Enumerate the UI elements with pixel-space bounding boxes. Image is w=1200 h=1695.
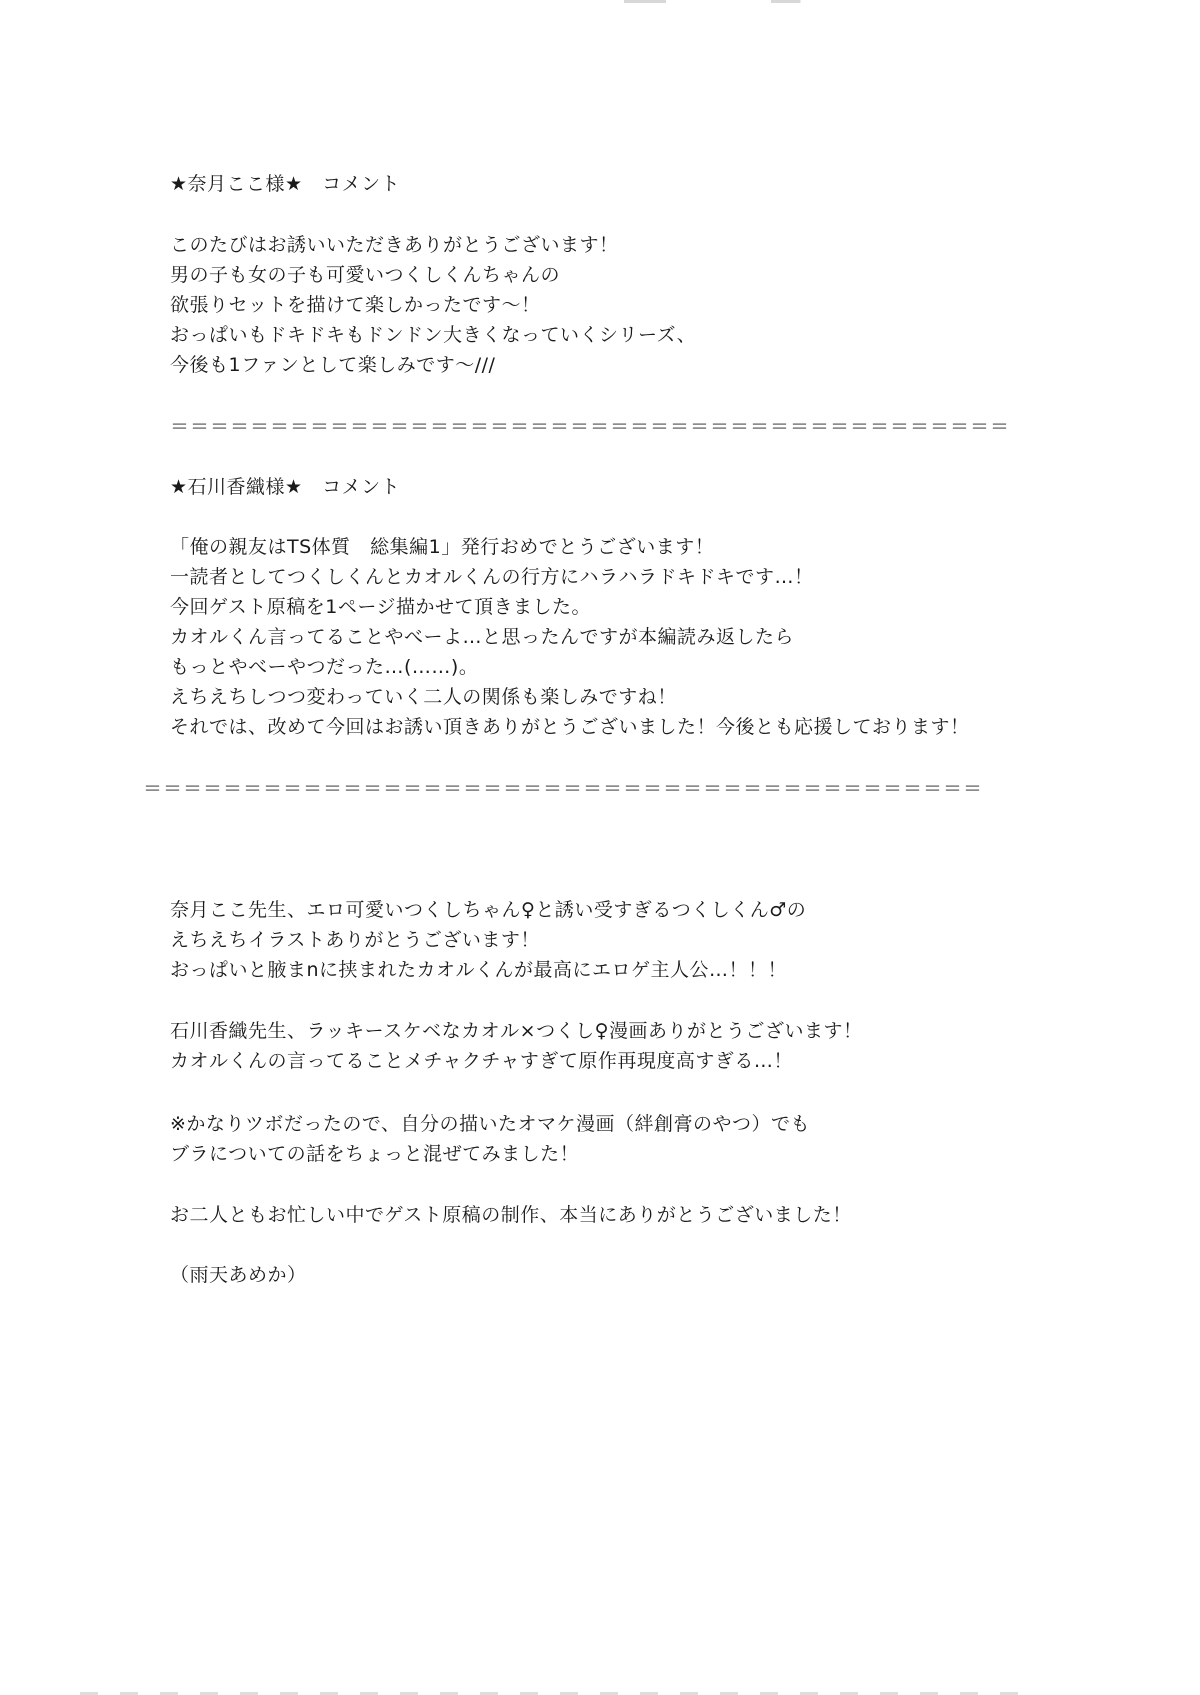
- afterword-line: ブラについての話をちょっと混ぜてみました！: [170, 1143, 580, 1165]
- section1-heading: ★奈月ここ様★ コメント: [170, 173, 401, 195]
- section2-heading: ★石川香織様★ コメント: [170, 476, 401, 498]
- section2-line: それでは、改めて今回はお誘い頂きありがとうございました！今後とも応援しております！: [170, 716, 970, 738]
- afterword-line: 石川香織先生、ラッキースケベなカオル×つくし♀漫画ありがとうございます！: [170, 1020, 863, 1042]
- afterword-line: 奈月ここ先生、エロ可愛いつくしちゃん♀と誘い受すぎるつくしくん♂の: [170, 899, 807, 921]
- afterword-line: カオルくんの言ってることメチャクチャすぎて原作再現度高すぎる…！: [170, 1050, 793, 1072]
- afterword-line: ※かなりツボだったので、自分の描いたオマケ漫画（絆創膏のやつ）でも: [170, 1113, 811, 1135]
- section2-line: 一読者としてつくしくんとカオルくんの行方にハラハラドキドキです…！: [170, 566, 814, 588]
- section1-line: おっぱいもドキドキもドンドン大きくなっていくシリーズ、: [170, 324, 697, 346]
- signature: （雨天あめか）: [170, 1264, 307, 1286]
- section2-line: 「俺の親友はTS体質 総集編1」発行おめでとうございます！: [170, 536, 715, 558]
- separator-1: ＝＝＝＝＝＝＝＝＝＝＝＝＝＝＝＝＝＝＝＝＝＝＝＝＝＝＝＝＝＝＝＝＝＝＝＝＝＝＝＝＝＝: [170, 416, 1011, 438]
- section1-line: 今後も1ファンとして楽しみです～///: [170, 354, 496, 376]
- afterword-line: えちえちイラストありがとうございます！: [170, 929, 540, 951]
- section1-line: 男の子も女の子も可愛いつくしくんちゃんの: [170, 264, 561, 286]
- section2-line: カオルくん言ってることやべーよ…と思ったんですが本編読み返したら: [170, 626, 795, 648]
- section2-line: えちえちしつつ変わっていく二人の関係も楽しみですね！: [170, 686, 677, 708]
- separator-2: ＝＝＝＝＝＝＝＝＝＝＝＝＝＝＝＝＝＝＝＝＝＝＝＝＝＝＝＝＝＝＝＝＝＝＝＝＝＝＝＝＝＝: [143, 778, 984, 800]
- afterword-line: おっぱいと腋まnに挟まれたカオルくんが最高にエロゲ主人公…！！！: [170, 959, 788, 981]
- section2-line: もっとやべーやつだった…(……)。: [170, 656, 479, 678]
- section1-line: このたびはお誘いいただきありがとうございます！: [170, 234, 619, 256]
- section1-line: 欲張りセットを描けて楽しかったです～！: [170, 294, 541, 316]
- section2-line: 今回ゲスト原稿を1ページ描かせて頂きました。: [170, 596, 591, 618]
- scan-edge-top: [540, 0, 960, 3]
- afterword-line: お二人ともお忙しい中でゲスト原稿の制作、本当にありがとうございました！: [170, 1204, 852, 1226]
